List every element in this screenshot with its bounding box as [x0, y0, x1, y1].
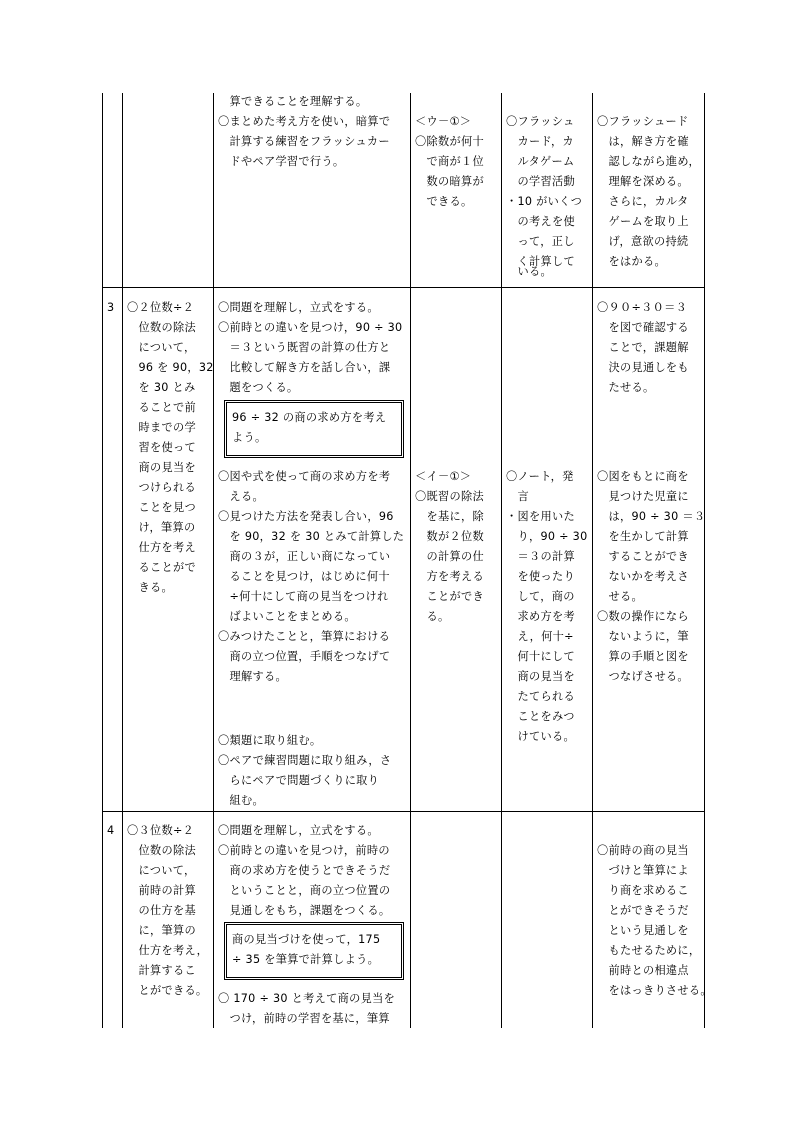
support-line: を生かして計算 [597, 530, 689, 543]
method-line: ルタゲーム [506, 155, 575, 168]
objective-line: ることがで [127, 561, 196, 574]
support-line: ゲームを取り上 [597, 215, 689, 228]
method-line: たてられる [506, 690, 575, 703]
method-line: いる。 [506, 265, 552, 278]
activity-line: 計算する練習をフラッシュカー [218, 135, 390, 148]
activity-line: 〇図や式を使って商の求め方を考 [218, 470, 391, 483]
evaluation-line: できる。 [415, 195, 473, 208]
evaluation-line: ことができ [415, 590, 484, 603]
activity-line: 〇前時との違いを見つけ，前時の [218, 844, 390, 857]
activity-line: 題をつくる。 [218, 381, 299, 394]
method-line: して，商の [506, 590, 575, 603]
support-line: 前時との相違点 [597, 964, 689, 977]
support-line: もたせるために， [597, 944, 701, 957]
support-line: ないように，筆 [597, 630, 689, 643]
objective-line: ることで前 [127, 401, 196, 414]
method-line: く計算して [506, 255, 575, 268]
table-line [410, 93, 411, 1028]
objective-line: 〇２位数÷２ [127, 301, 195, 314]
activity-line: 商の立つ位置，手順をつなげて [218, 650, 391, 663]
support-line: することができ [597, 550, 689, 563]
support-line: 認しながら進め， [597, 155, 700, 168]
table-line [592, 93, 593, 1028]
objective-line: 前時の計算 [127, 884, 196, 897]
method-line: けている。 [506, 730, 575, 743]
support-line: 〇図をもとに商を [597, 470, 689, 483]
support-line: は，90 ÷ 30 ＝３ [597, 510, 706, 523]
objective-line: について， [127, 864, 196, 877]
support-line: は，解き方を確 [597, 135, 689, 148]
lesson-number: 4 [107, 824, 115, 837]
method-line: り，90 ÷ 30 [506, 530, 588, 543]
objective-line: について， [127, 341, 196, 354]
method-line: カード，カ [506, 135, 574, 148]
activity-line: らにペアで問題づくりに取り [218, 774, 380, 787]
objective-line: 習を使って [127, 441, 196, 454]
activity-line: ということと，商の立つ位置の [218, 884, 391, 897]
table-line [122, 93, 123, 1028]
objective-line: 仕方を考え， [127, 944, 209, 957]
task-line: 96 ÷ 32 の商の求め方を考え [232, 411, 387, 424]
method-line: 商の見当を [506, 670, 575, 683]
support-line: 〇９０÷３０＝３ [597, 301, 688, 314]
method-line: ＝３の計算 [506, 550, 575, 563]
support-line: 算の手順と図を [597, 650, 689, 663]
objective-line: 計算するこ [127, 964, 196, 977]
activity-line: 算できることを理解する。 [218, 95, 368, 108]
activity-line: を 90，32 を 30 とみて計算した [218, 530, 405, 543]
method-line: 〇ノート，発 [506, 470, 574, 483]
activity-line: 理解する。 [218, 670, 287, 683]
activity-line: ドやペア学習で行う。 [218, 155, 345, 168]
table-line [102, 811, 704, 812]
activity-line: 〇問題を理解し，立式をする。 [218, 824, 379, 837]
table-line [102, 93, 103, 1028]
table-line [704, 93, 705, 1028]
activity-line: ÷何十にして商の見当をつけれ [218, 590, 389, 603]
support-line: という見通しを [597, 924, 689, 937]
support-line: り商を求めるこ [597, 884, 689, 897]
support-line: を図で確認する [597, 321, 689, 334]
table-line [501, 93, 502, 1028]
objective-line: 時までの学 [127, 421, 196, 434]
method-line: え，何十÷ [506, 630, 574, 643]
objective-line: つけられる [127, 481, 196, 494]
objective-line: 位数の除法 [127, 321, 196, 334]
method-line: の学習活動 [506, 175, 575, 188]
support-line: とができそうだ [597, 904, 689, 917]
method-line: 言 [506, 490, 529, 503]
evaluation-line: を基に，除 [415, 510, 484, 523]
method-line: の考えを使 [506, 215, 575, 228]
activity-line: つけ，前時の学習を基に，筆算 [218, 1012, 390, 1025]
activity-line: ることを見つけ，はじめに何十 [218, 570, 390, 583]
activity-line: 〇まとめた考え方を使い，暗算で [218, 115, 391, 128]
support-line: つなげさせる。 [597, 670, 689, 683]
support-line: たせる。 [597, 381, 655, 394]
support-line: 〇フラッシュード [597, 115, 689, 128]
method-line: ・10 がいくつ [506, 195, 583, 208]
objective-line: きる。 [127, 581, 173, 594]
activity-line: 〇 170 ÷ 30 と考えて商の見当を [218, 992, 396, 1005]
task-line: 商の見当づけを使って，175 [232, 933, 381, 946]
support-line: せる。 [597, 590, 643, 603]
support-line: ないかを考えさ [597, 570, 689, 583]
activity-line: 商の３が，正しい商になってい [218, 550, 391, 563]
support-line: 決の見通しをも [597, 361, 689, 374]
table-line [102, 287, 704, 288]
table-line [213, 93, 214, 1028]
method-line: 何十にして [506, 650, 575, 663]
evaluation-line: 〇除数が何十 [415, 135, 484, 148]
support-line: 見つけた児童に [597, 490, 689, 503]
evaluation-tag: ＜ウ－①＞ [415, 115, 472, 128]
lesson-number: 3 [107, 301, 115, 314]
support-line: をはっきりさせる。 [597, 984, 712, 997]
method-line: 求め方を考 [506, 610, 575, 623]
objective-line: 位数の除法 [127, 844, 196, 857]
activity-line: 組む。 [218, 794, 264, 807]
activity-line: ＝３という既習の計算の仕方と [218, 341, 391, 354]
task-line: ÷ 35 を筆算で計算しよう。 [232, 953, 380, 966]
evaluation-line: 方を考える [415, 570, 484, 583]
activity-line: える。 [218, 490, 264, 503]
objective-line: 96 を 90，32 [127, 361, 214, 374]
support-line: づけと筆算によ [597, 864, 689, 877]
evaluation-line: 数の暗算が [415, 175, 484, 188]
support-line: をはかる。 [597, 255, 666, 268]
objective-line: の仕方を基 [127, 904, 196, 917]
activity-line: 〇見つけた方法を発表し合い，96 [218, 510, 394, 523]
activity-line: 〇問題を理解し，立式をする。 [218, 301, 379, 314]
support-line: ことで，課題解 [597, 341, 689, 354]
objective-line: 〇３位数÷２ [127, 824, 195, 837]
task-line: よう。 [232, 431, 267, 444]
activity-line: 見通しをもち，課題をつくる。 [218, 904, 391, 917]
evaluation-line: の計算の仕 [415, 550, 484, 563]
objective-line: 商の見当を [127, 461, 196, 474]
activity-line: 商の求め方を使うとできそうだ [218, 864, 391, 877]
activity-line: 〇前時との違いを見つけ，90 ÷ 30 [218, 321, 403, 334]
objective-line: を 30 とみ [127, 381, 196, 394]
support-line: 〇数の操作になら [597, 610, 689, 623]
activity-line: 比較して解き方を話し合い，課 [218, 361, 391, 374]
activity-line: 〇ペアで練習問題に取り組み，さ [218, 754, 392, 767]
objective-line: とができる。 [127, 984, 208, 997]
activity-line: 〇みつけたことと，筆算における [218, 630, 391, 643]
support-line: 〇前時の商の見当 [597, 844, 689, 857]
objective-line: ことを見つ [127, 501, 196, 514]
evaluation-line: 数が２位数 [415, 530, 484, 543]
method-line: 〇フラッシュ [506, 115, 575, 128]
method-line: を使ったり [506, 570, 575, 583]
lesson-task-box [224, 400, 404, 458]
evaluation-line: る。 [415, 610, 450, 623]
activity-line: 〇類題に取り組む。 [218, 734, 322, 747]
objective-line: け，筆算の [127, 521, 196, 534]
support-line: 理解を深める。 [597, 175, 689, 188]
support-line: げ，意欲の持続 [597, 235, 689, 248]
method-line: ・図を用いた [506, 510, 575, 523]
evaluation-tag: ＜イ－①＞ [415, 470, 472, 483]
method-line: ことをみつ [506, 710, 575, 723]
activity-line: ばよいことをまとめる。 [218, 610, 356, 623]
method-line: って，正し [506, 235, 575, 248]
objective-line: に，筆算の [127, 924, 196, 937]
evaluation-line: で商が１位 [415, 155, 484, 168]
support-line: さらに，カルタ [597, 195, 689, 208]
objective-line: 仕方を考え [127, 541, 196, 554]
lesson-task-box [224, 922, 404, 980]
evaluation-line: 〇既習の除法 [415, 490, 484, 503]
